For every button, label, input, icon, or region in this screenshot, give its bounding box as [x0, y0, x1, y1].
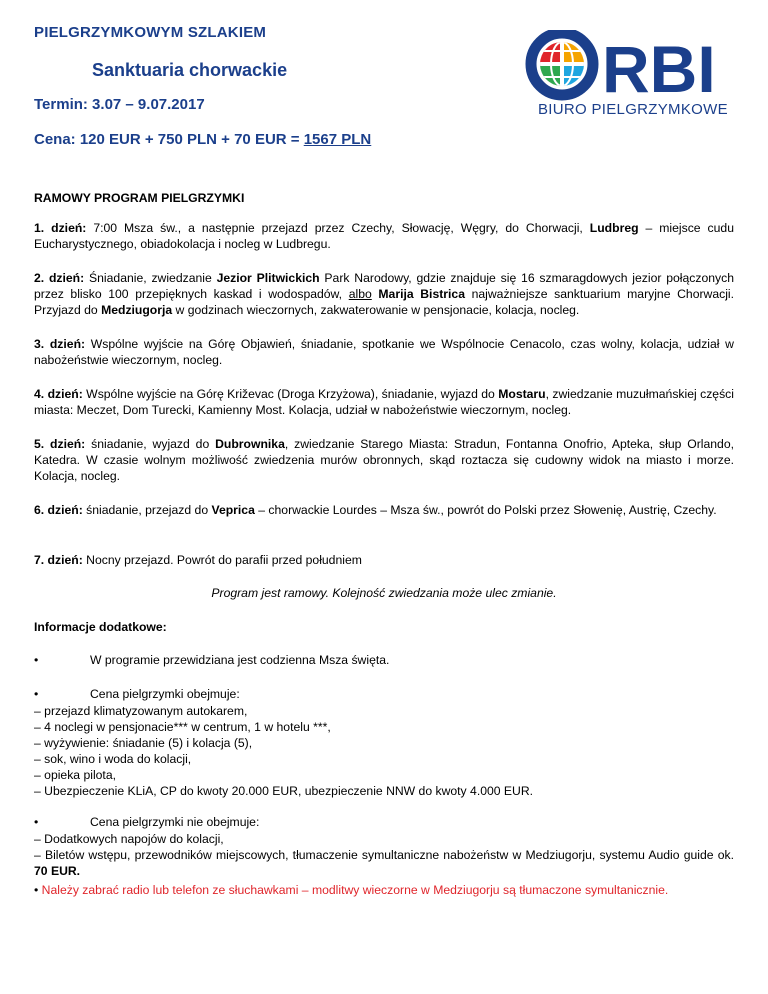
list-item: – opieka pilota, — [34, 768, 116, 782]
info-heading: Informacje dodatkowe: — [34, 620, 167, 634]
day-2: 2. dzień: Śniadanie, zwiedzanie Jezior Plitwickich Park Narodowy, gdzie znajduje się 16 szmaragdowych jezior połączonych przez blisko 100 przepięknych kaskad i wodospadów, albo Marija Bistrica najważniejsze sanktuarium maryjne Chorwacji. Przyjazd do Medziugorja w godzinach wieczornych, zakwaterowanie w pensjonacie, kolacja, nocleg. — [34, 271, 735, 317]
list-item: – 4 noclegi w pensjonacie*** w centrum, 1 w hotelu ***, — [34, 720, 331, 734]
day-6: 6. dzień: śniadanie, przejazd do Veprica – chorwackie Lourdes – Msza św., powrót do Polski przez Słowenię, Austrię, Czechy. — [34, 503, 717, 517]
bullet-icon: • — [34, 883, 39, 897]
logo-wordmark: RBI — [602, 32, 716, 106]
list-item: – sok, wino i woda do kolacji, — [34, 752, 192, 766]
price-breakdown: Cena: 120 EUR + 750 PLN + 70 EUR = — [34, 131, 304, 148]
day-7: 7. dzień: Nocny przejazd. Powrót do parafii przed południem — [34, 553, 362, 567]
program-heading: RAMOWY PROGRAM PIELGRZYMKI — [34, 191, 245, 205]
logo-subtitle: BIURO PIELGRZYMKOWE — [538, 101, 728, 118]
day-label: 3. dzień: — [34, 337, 86, 351]
day-label: 5. dzień: — [34, 437, 86, 451]
info-warning: • Należy zabrać radio lub telefon ze słuchawkami – modlitwy wieczorne w Medziugorju są tłumaczone symultanicznie. — [34, 883, 669, 897]
trip-dates: Termin: 3.07 – 9.07.2017 — [34, 96, 205, 113]
includes-list — [34, 703, 734, 799]
day-4: 4. dzień: Wspólne wyjście na Górę Križevac (Droga Krzyżowa), śniadanie, wyjazd do Mostaru, zwiedzanie muzułmańskiej części miasta: Meczet, Dom Turecki, Kamienny Most. Kolacja, udział w nabożeństwie wieczornym, nocleg. — [34, 387, 734, 417]
day-label: 7. dzień: — [34, 553, 83, 567]
price-total: 1567 PLN — [303, 131, 372, 148]
day-1: 1. dzień: 7:00 Msza św., a następnie przejazd przez Czechy, Słowację, Węgry, do Chorwacji, Ludbreg – miejsce cudu Eucharystycznego, obiadokolacja i nocleg w Ludbregu. — [34, 221, 734, 251]
day-label: 1. dzień: — [34, 221, 87, 235]
day-label: 6. dzień: — [34, 503, 83, 517]
day-label: 2. dzień: — [34, 271, 85, 285]
bullet-icon: • — [34, 815, 39, 829]
program-note: Program jest ramowy. Kolejność zwiedzania może ulec zmianie. — [211, 586, 557, 600]
day-label: 4. dzień: — [34, 387, 83, 401]
bullet-icon: • — [34, 653, 39, 667]
info-bullet-excludes: • Cena pielgrzymki nie obejmuje: — [34, 815, 260, 829]
info-bullet-mass: • W programie przewidziana jest codzienna Msza święta. — [34, 653, 390, 667]
list-item: – Dodatkowych napojów do kolacji, — [34, 832, 224, 846]
list-item: – wyżywienie: śniadanie (5) i kolacja (5), — [34, 736, 253, 750]
globe-icon — [538, 40, 586, 88]
info-bullet-includes: • Cena pielgrzymki obejmuje: — [34, 687, 240, 701]
list-item: – Biletów wstępu, przewodników miejscowych, tłumaczenie symultaniczne nabożeństw w Medziugorju, systemu Audio guide ok. 70 EUR. — [34, 848, 734, 878]
excludes-list — [34, 831, 734, 879]
document-title: PIELGRZYMKOWYM SZLAKIEM — [34, 24, 267, 41]
trip-price — [34, 131, 371, 148]
day-5: 5. dzień: śniadanie, wyjazd do Dubrownika, zwiedzanie Starego Miasta: Stradun, Fontanna Onofrio, Apteka, słup Orlando, Katedra. W czasie wolnym możliwość zwiedzenia murów obronnych, skąd roztacza się cudowny widok na miasto i morze. Kolacja, nocleg. — [34, 437, 735, 483]
list-item: – przejazd klimatyzowanym autokarem, — [34, 704, 248, 718]
bullet-icon: • — [34, 687, 39, 701]
list-item: – Ubezpieczenie KLiA, CP do kwoty 20.000 EUR, ubezpieczenie NNW do kwoty 4.000 EUR. — [34, 784, 534, 798]
day-3: 3. dzień: Wspólne wyjście na Górę Objawień, śniadanie, spotkanie we Wspólnocie Cenacolo, czas wolny, kolacja, udział w nabożeństwie wieczornym, nocleg. — [34, 337, 734, 367]
document-subtitle: Sanktuaria chorwackie — [92, 60, 288, 80]
